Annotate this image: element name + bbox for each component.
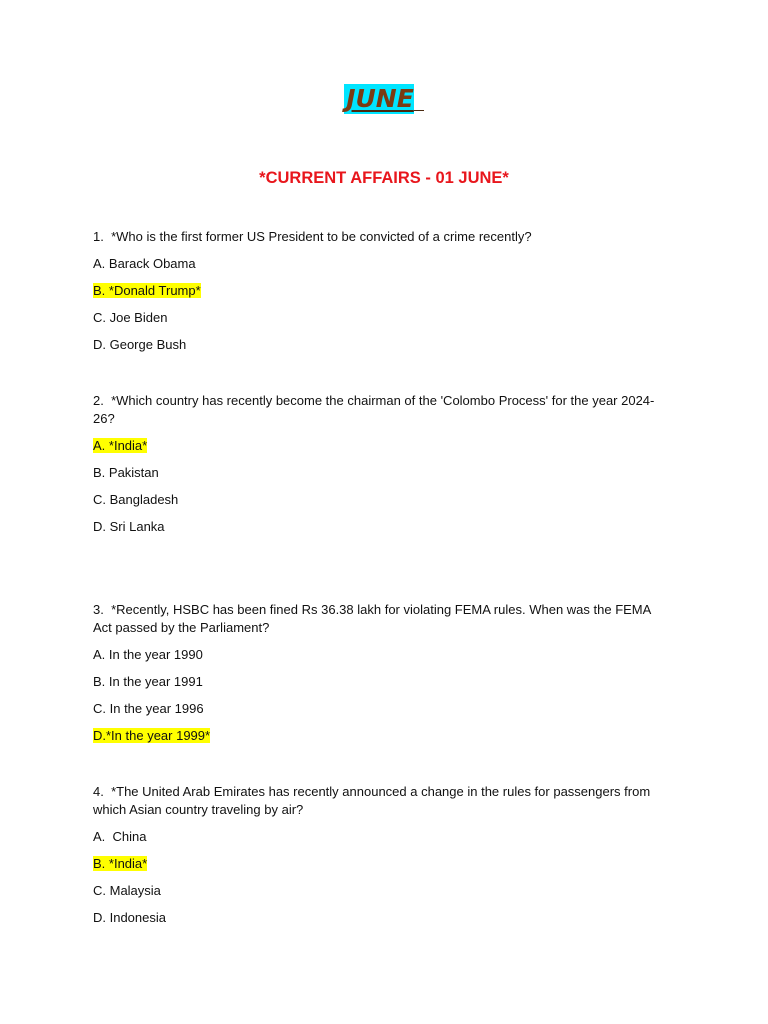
question-text: [93, 783, 665, 819]
option-c: [93, 309, 665, 327]
option-label-highlighted: B. *India*: [93, 856, 148, 871]
option-b-correct: [93, 855, 665, 873]
option-a-correct: [93, 437, 665, 455]
option-label: D. Indonesia: [93, 910, 166, 925]
option-a: [93, 646, 665, 664]
question-text: [93, 228, 665, 246]
question-body: *The United Arab Emirates has recently announced a change in the rules for passengers from which Asian country traveling by air?: [93, 784, 651, 817]
question-text: [93, 601, 665, 637]
question-body: *Which country has recently become the chairman of the 'Colombo Process' for the year 2024-26?: [93, 393, 655, 426]
option-c: [93, 491, 665, 509]
option-label: C. Bangladesh: [93, 492, 179, 507]
question-text: [93, 392, 665, 428]
option-c: [93, 700, 665, 718]
option-label-highlighted: D.*In the year 1999*: [93, 728, 211, 743]
option-d: [93, 518, 665, 536]
title-underline-trail: [414, 84, 424, 111]
question-block-2: [93, 392, 665, 536]
question-number: 3.: [93, 602, 104, 617]
question-number: 2.: [93, 393, 104, 408]
option-label: C. Joe Biden: [93, 310, 168, 325]
option-a: [93, 828, 665, 846]
option-label: B. In the year 1991: [93, 674, 203, 689]
question-body: *Recently, HSBC has been fined Rs 36.38 lakh for violating FEMA rules. When was the FEMA Act passed by the Parliament?: [93, 602, 651, 635]
option-d: [93, 336, 665, 354]
option-b: [93, 464, 665, 482]
option-label: D. George Bush: [93, 337, 187, 352]
option-label: A. In the year 1990: [93, 647, 203, 662]
option-label: A. China: [93, 829, 147, 844]
month-title-text: JUNE: [346, 84, 414, 113]
option-label: C. Malaysia: [93, 883, 161, 898]
section-title: *CURRENT AFFAIRS - 01 JUNE*: [259, 169, 509, 187]
option-c: [93, 882, 665, 900]
question-body: *Who is the first former US President to be convicted of a crime recently?: [111, 229, 532, 244]
option-label: D. Sri Lanka: [93, 519, 165, 534]
option-label-highlighted: B. *Donald Trump*: [93, 283, 201, 298]
option-label: C. In the year 1996: [93, 701, 204, 716]
question-number: 1.: [93, 229, 104, 244]
question-block-3: [93, 601, 665, 745]
question-block-1: [93, 228, 665, 354]
option-d: [93, 909, 665, 927]
option-label: B. Pakistan: [93, 465, 159, 480]
option-a: [93, 255, 665, 273]
question-number: 4.: [93, 784, 104, 799]
month-title: [0, 84, 768, 114]
option-label-highlighted: A. *India*: [93, 438, 148, 453]
option-label: A. Barack Obama: [93, 256, 196, 271]
option-d-correct: [93, 727, 665, 745]
question-block-4: [93, 783, 665, 927]
option-b-correct: [93, 282, 665, 300]
option-b: [93, 673, 665, 691]
